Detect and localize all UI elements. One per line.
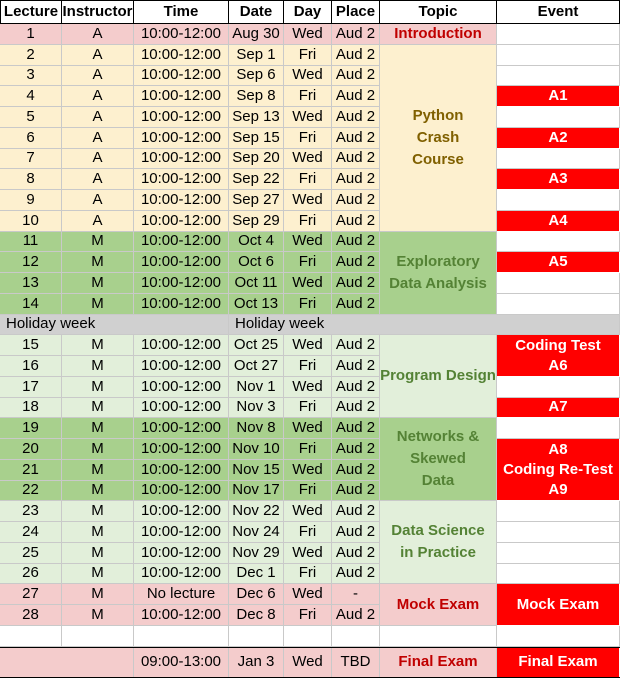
cell-place: Aud 2 bbox=[332, 418, 380, 439]
cell-time: 10:00-12:00 bbox=[134, 543, 229, 564]
cell-instructor: M bbox=[62, 543, 134, 564]
cell-place: Aud 2 bbox=[332, 377, 380, 398]
cell-time: 10:00-12:00 bbox=[134, 190, 229, 211]
cell-time: 10:00-12:00 bbox=[134, 460, 229, 481]
cell-instructor: M bbox=[62, 252, 134, 273]
cell-instructor: A bbox=[62, 190, 134, 211]
final-time: 09:00-13:00 bbox=[134, 648, 229, 679]
empty-cell bbox=[229, 626, 284, 647]
header-place: Place bbox=[332, 0, 380, 24]
cell-day: Fri bbox=[284, 45, 332, 66]
cell-instructor: A bbox=[62, 24, 134, 45]
cell-place: Aud 2 bbox=[332, 86, 380, 107]
cell-instructor: M bbox=[62, 273, 134, 294]
topic-ds-practice: Data Science in Practice bbox=[380, 501, 497, 584]
final-blank bbox=[0, 648, 134, 679]
cell-date: Sep 15 bbox=[229, 128, 284, 149]
event-label-a6: A6 bbox=[548, 356, 568, 374]
cell-day: Fri bbox=[284, 522, 332, 543]
cell-instructor: A bbox=[62, 86, 134, 107]
empty-cell bbox=[62, 626, 134, 647]
event-a3 bbox=[497, 169, 620, 190]
cell-day: Wed bbox=[284, 460, 332, 481]
cell-lecture: 17 bbox=[0, 377, 62, 398]
header-time: Time bbox=[134, 0, 229, 24]
cell-lecture: 15 bbox=[0, 335, 62, 356]
cell-day: Fri bbox=[284, 86, 332, 107]
cell-time: 10:00-12:00 bbox=[134, 232, 229, 253]
cell-lecture: 26 bbox=[0, 564, 62, 585]
cell-date: Nov 10 bbox=[229, 439, 284, 460]
cell-lecture: 20 bbox=[0, 439, 62, 460]
topic-final-exam: Final Exam bbox=[380, 648, 497, 679]
cell-time: 10:00-12:00 bbox=[134, 481, 229, 502]
cell-day: Wed bbox=[284, 149, 332, 170]
cell-lecture: 21 bbox=[0, 460, 62, 481]
cell-lecture: 3 bbox=[0, 66, 62, 87]
cell-time: 10:00-12:00 bbox=[134, 107, 229, 128]
cell-place: Aud 2 bbox=[332, 24, 380, 45]
cell-time: 10:00-12:00 bbox=[134, 377, 229, 398]
cell-day: Fri bbox=[284, 481, 332, 502]
cell-time: 10:00-12:00 bbox=[134, 418, 229, 439]
cell-place: Aud 2 bbox=[332, 107, 380, 128]
event-label-a5: A5 bbox=[548, 253, 568, 271]
cell-day: Fri bbox=[284, 211, 332, 232]
cell-place: Aud 2 bbox=[332, 66, 380, 87]
cell-day: Fri bbox=[284, 169, 332, 190]
cell-place: Aud 2 bbox=[332, 460, 380, 481]
cell-time: 10:00-12:00 bbox=[134, 356, 229, 377]
cell-instructor: M bbox=[62, 584, 134, 605]
cell-day: Wed bbox=[284, 335, 332, 356]
cell-time: 10:00-12:00 bbox=[134, 294, 229, 315]
cell-day: Wed bbox=[284, 66, 332, 87]
cell-time: 10:00-12:00 bbox=[134, 564, 229, 585]
topic-eda: Exploratory Data Analysis bbox=[380, 232, 497, 315]
event-a8-retest-a9 bbox=[497, 439, 620, 501]
cell-time: 10:00-12:00 bbox=[134, 501, 229, 522]
cell-date: Sep 20 bbox=[229, 149, 284, 170]
holiday-label-2: Holiday week bbox=[229, 315, 620, 336]
cell-place: Aud 2 bbox=[332, 252, 380, 273]
cell-lecture: 13 bbox=[0, 273, 62, 294]
cell-date: Oct 6 bbox=[229, 252, 284, 273]
cell-lecture: 23 bbox=[0, 501, 62, 522]
topic-program-design: Program Design bbox=[380, 335, 497, 418]
cell-instructor: M bbox=[62, 522, 134, 543]
cell-date: Sep 29 bbox=[229, 211, 284, 232]
event-label-a3: A3 bbox=[548, 170, 568, 188]
event-label-a2: A2 bbox=[548, 128, 568, 146]
cell-date: Oct 13 bbox=[229, 294, 284, 315]
cell-date: Sep 8 bbox=[229, 86, 284, 107]
cell-place: Aud 2 bbox=[332, 356, 380, 377]
cell-date: Dec 1 bbox=[229, 564, 284, 585]
cell-day: Fri bbox=[284, 128, 332, 149]
cell-place: Aud 2 bbox=[332, 190, 380, 211]
event-label-a1: A1 bbox=[548, 87, 568, 105]
header-day: Day bbox=[284, 0, 332, 24]
cell-day: Wed bbox=[284, 543, 332, 564]
cell-date: Nov 29 bbox=[229, 543, 284, 564]
cell-day: Fri bbox=[284, 252, 332, 273]
cell-time: 10:00-12:00 bbox=[134, 439, 229, 460]
cell-time: 10:00-12:00 bbox=[134, 24, 229, 45]
cell-day: Wed bbox=[284, 273, 332, 294]
event-empty bbox=[497, 45, 620, 66]
empty-cell bbox=[380, 626, 497, 647]
event-empty bbox=[497, 190, 620, 211]
cell-place: Aud 2 bbox=[332, 481, 380, 502]
cell-place: Aud 2 bbox=[332, 501, 380, 522]
final-place: TBD bbox=[332, 648, 380, 679]
cell-time: No lecture bbox=[134, 584, 229, 605]
cell-place: Aud 2 bbox=[332, 232, 380, 253]
event-a2 bbox=[497, 128, 620, 149]
event-label-a4: A4 bbox=[548, 211, 568, 229]
cell-date: Nov 17 bbox=[229, 481, 284, 502]
cell-day: Fri bbox=[284, 398, 332, 419]
cell-date: Sep 6 bbox=[229, 66, 284, 87]
cell-date: Oct 11 bbox=[229, 273, 284, 294]
cell-lecture: 2 bbox=[0, 45, 62, 66]
event-final-exam: Final Exam bbox=[497, 648, 620, 679]
cell-day: Fri bbox=[284, 356, 332, 377]
cell-instructor: M bbox=[62, 501, 134, 522]
cell-instructor: M bbox=[62, 439, 134, 460]
cell-place: Aud 2 bbox=[332, 128, 380, 149]
cell-day: Fri bbox=[284, 605, 332, 626]
cell-time: 10:00-12:00 bbox=[134, 522, 229, 543]
event-empty bbox=[497, 294, 620, 315]
cell-day: Wed bbox=[284, 584, 332, 605]
cell-lecture: 8 bbox=[0, 169, 62, 190]
cell-instructor: M bbox=[62, 564, 134, 585]
cell-day: Wed bbox=[284, 418, 332, 439]
cell-place: Aud 2 bbox=[332, 45, 380, 66]
cell-instructor: M bbox=[62, 605, 134, 626]
cell-day: Wed bbox=[284, 232, 332, 253]
cell-lecture: 28 bbox=[0, 605, 62, 626]
header-lecture: Lecture bbox=[0, 0, 62, 24]
empty-cell bbox=[284, 626, 332, 647]
cell-instructor: M bbox=[62, 232, 134, 253]
cell-place: Aud 2 bbox=[332, 273, 380, 294]
cell-instructor: A bbox=[62, 149, 134, 170]
event-empty bbox=[497, 564, 620, 585]
cell-lecture: 19 bbox=[0, 418, 62, 439]
empty-cell bbox=[332, 626, 380, 647]
event-label-coding-test: Coding Test bbox=[515, 336, 601, 354]
event-empty bbox=[497, 149, 620, 170]
cell-place: Aud 2 bbox=[332, 439, 380, 460]
cell-date: Nov 15 bbox=[229, 460, 284, 481]
cell-date: Sep 22 bbox=[229, 169, 284, 190]
cell-lecture: 1 bbox=[0, 24, 62, 45]
cell-place: Aud 2 bbox=[332, 211, 380, 232]
cell-time: 10:00-12:00 bbox=[134, 149, 229, 170]
event-empty bbox=[497, 273, 620, 294]
cell-place: Aud 2 bbox=[332, 169, 380, 190]
cell-lecture: 18 bbox=[0, 398, 62, 419]
event-label-a9: A9 bbox=[548, 480, 568, 498]
event-a4 bbox=[497, 211, 620, 232]
cell-date: Sep 1 bbox=[229, 45, 284, 66]
cell-instructor: M bbox=[62, 294, 134, 315]
event-empty bbox=[497, 107, 620, 128]
cell-place: Aud 2 bbox=[332, 522, 380, 543]
cell-instructor: A bbox=[62, 66, 134, 87]
cell-day: Fri bbox=[284, 294, 332, 315]
event-empty bbox=[497, 543, 620, 564]
cell-date: Dec 8 bbox=[229, 605, 284, 626]
final-day: Wed bbox=[284, 648, 332, 679]
header-event: Event bbox=[497, 0, 620, 24]
cell-place: Aud 2 bbox=[332, 543, 380, 564]
header-date: Date bbox=[229, 0, 284, 24]
cell-date: Sep 27 bbox=[229, 190, 284, 211]
event-a5 bbox=[497, 252, 620, 273]
cell-lecture: 4 bbox=[0, 86, 62, 107]
cell-instructor: A bbox=[62, 128, 134, 149]
cell-place: Aud 2 bbox=[332, 564, 380, 585]
topic-mock-exam: Mock Exam bbox=[380, 584, 497, 626]
cell-date: Sep 13 bbox=[229, 107, 284, 128]
cell-place: Aud 2 bbox=[332, 294, 380, 315]
header-topic: Topic bbox=[380, 0, 497, 24]
cell-day: Wed bbox=[284, 190, 332, 211]
cell-date: Nov 24 bbox=[229, 522, 284, 543]
cell-time: 10:00-12:00 bbox=[134, 45, 229, 66]
event-empty bbox=[497, 418, 620, 439]
cell-time: 10:00-12:00 bbox=[134, 335, 229, 356]
cell-date: Oct 27 bbox=[229, 356, 284, 377]
cell-day: Fri bbox=[284, 564, 332, 585]
cell-lecture: 25 bbox=[0, 543, 62, 564]
event-label-a8: A8 bbox=[548, 440, 568, 458]
cell-day: Wed bbox=[284, 501, 332, 522]
cell-lecture: 27 bbox=[0, 584, 62, 605]
cell-time: 10:00-12:00 bbox=[134, 169, 229, 190]
event-empty bbox=[497, 377, 620, 398]
cell-place: Aud 2 bbox=[332, 149, 380, 170]
cell-lecture: 9 bbox=[0, 190, 62, 211]
cell-lecture: 14 bbox=[0, 294, 62, 315]
cell-instructor: M bbox=[62, 418, 134, 439]
cell-date: Oct 4 bbox=[229, 232, 284, 253]
holiday-label: Holiday week bbox=[0, 315, 229, 336]
cell-lecture: 5 bbox=[0, 107, 62, 128]
cell-instructor: A bbox=[62, 211, 134, 232]
cell-date: Oct 25 bbox=[229, 335, 284, 356]
topic-python: Python Crash Course bbox=[380, 45, 497, 232]
event-label-a7: A7 bbox=[548, 398, 568, 416]
event-a1 bbox=[497, 86, 620, 107]
cell-time: 10:00-12:00 bbox=[134, 211, 229, 232]
cell-lecture: 22 bbox=[0, 481, 62, 502]
cell-lecture: 16 bbox=[0, 356, 62, 377]
cell-time: 10:00-12:00 bbox=[134, 605, 229, 626]
cell-lecture: 11 bbox=[0, 232, 62, 253]
cell-day: Wed bbox=[284, 24, 332, 45]
cell-time: 10:00-12:00 bbox=[134, 398, 229, 419]
cell-instructor: A bbox=[62, 107, 134, 128]
cell-place: - bbox=[332, 584, 380, 605]
cell-instructor: A bbox=[62, 45, 134, 66]
cell-place: Aud 2 bbox=[332, 605, 380, 626]
header-instructor: Instructor bbox=[62, 0, 134, 24]
cell-date: Nov 22 bbox=[229, 501, 284, 522]
event-empty bbox=[497, 522, 620, 543]
cell-instructor: M bbox=[62, 481, 134, 502]
event-empty bbox=[497, 66, 620, 87]
event-label-mock-exam: Mock Exam bbox=[516, 595, 600, 613]
cell-instructor: A bbox=[62, 169, 134, 190]
final-date: Jan 3 bbox=[229, 648, 284, 679]
cell-lecture: 7 bbox=[0, 149, 62, 170]
cell-lecture: 12 bbox=[0, 252, 62, 273]
cell-time: 10:00-12:00 bbox=[134, 252, 229, 273]
topic-networks: Networks & Skewed Data bbox=[380, 418, 497, 501]
event-label-coding-retest: Coding Re-Test bbox=[503, 460, 613, 478]
empty-cell bbox=[0, 626, 62, 647]
empty-cell bbox=[134, 626, 229, 647]
cell-day: Fri bbox=[284, 439, 332, 460]
cell-time: 10:00-12:00 bbox=[134, 128, 229, 149]
cell-date: Nov 1 bbox=[229, 377, 284, 398]
event-coding-test-a6 bbox=[497, 335, 620, 377]
cell-time: 10:00-12:00 bbox=[134, 66, 229, 87]
event-mock-exam bbox=[497, 584, 620, 626]
cell-date: Aug 30 bbox=[229, 24, 284, 45]
cell-time: 10:00-12:00 bbox=[134, 273, 229, 294]
topic-introduction: Introduction bbox=[380, 24, 497, 45]
cell-instructor: M bbox=[62, 335, 134, 356]
cell-lecture: 24 bbox=[0, 522, 62, 543]
cell-date: Dec 6 bbox=[229, 584, 284, 605]
event-empty bbox=[497, 501, 620, 522]
cell-day: Wed bbox=[284, 107, 332, 128]
event-empty bbox=[497, 24, 620, 45]
empty-cell bbox=[497, 626, 620, 647]
cell-day: Wed bbox=[284, 377, 332, 398]
event-a7 bbox=[497, 398, 620, 419]
event-empty bbox=[497, 232, 620, 253]
cell-date: Nov 8 bbox=[229, 418, 284, 439]
cell-instructor: M bbox=[62, 398, 134, 419]
cell-place: Aud 2 bbox=[332, 335, 380, 356]
cell-instructor: M bbox=[62, 356, 134, 377]
cell-time: 10:00-12:00 bbox=[134, 86, 229, 107]
cell-date: Nov 3 bbox=[229, 398, 284, 419]
cell-instructor: M bbox=[62, 377, 134, 398]
cell-lecture: 10 bbox=[0, 211, 62, 232]
cell-instructor: M bbox=[62, 460, 134, 481]
cell-place: Aud 2 bbox=[332, 398, 380, 419]
cell-lecture: 6 bbox=[0, 128, 62, 149]
